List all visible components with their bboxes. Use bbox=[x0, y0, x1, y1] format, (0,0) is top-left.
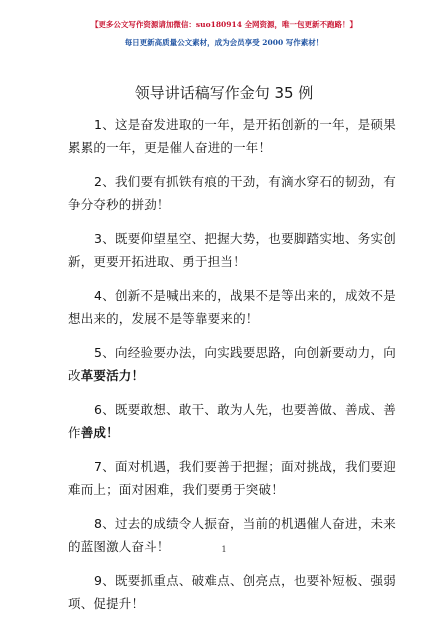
promo-banner-line-2: 每日更新高质量公文素材，成为会员享受 2000 写作素材！ bbox=[124, 38, 324, 47]
quote-item bbox=[68, 455, 396, 501]
quote-item bbox=[68, 170, 396, 216]
quote-item bbox=[68, 341, 396, 387]
quote-bold-tail: 革要活力！ bbox=[80, 368, 145, 383]
quote-text: 5、向经验要办法，向实践要思路，向创新要动力，向改 bbox=[68, 345, 396, 383]
quote-bold-tail: 善成！ bbox=[80, 425, 119, 440]
quote-item bbox=[68, 227, 396, 273]
promo-banner-line-1: 【更多公文写作资源请加微信：suo180914 全网资源，唯一包更新不跑路！】 bbox=[90, 20, 358, 29]
quote-item bbox=[68, 284, 396, 330]
quote-text: 6、既要敢想、敢干、敢为人先，也要善做、善成、善作 bbox=[68, 402, 396, 440]
quote-text: 2、我们要有抓铁有痕的干劲，有滴水穿石的韧劲，有争分夺秒的拼劲！ bbox=[68, 174, 396, 212]
quote-item bbox=[68, 113, 396, 159]
page-number: 1 bbox=[221, 545, 227, 554]
document-title: 领导讲话稿写作金句 35 例 bbox=[134, 84, 314, 102]
quote-item bbox=[68, 398, 396, 444]
quote-text: 7、面对机遇，我们要善于把握；面对挑战，我们要迎难而上；面对困难，我们要勇于突破！ bbox=[68, 459, 396, 497]
quote-text: 1、这是奋发进取的一年，是开拓创新的一年，是硕果累累的一年，更是催人奋进的一年！ bbox=[68, 117, 396, 155]
quote-text: 9、既要抓重点、破难点、创亮点，也要补短板、强弱项、促提升！ bbox=[68, 573, 396, 611]
quote-text: 3、既要仰望星空、把握大势，也要脚踏实地、务实创新，更要开拓进取、勇于担当！ bbox=[68, 231, 396, 269]
quote-text: 8、过去的成绩令人振奋，当前的机遇催人奋进，未来的蓝图激人奋斗！ bbox=[68, 516, 396, 554]
quote-text: 4、创新不是喊出来的，战果不是等出来的，成效不是想出来的，发展不是等靠要来的！ bbox=[68, 288, 396, 326]
quote-item bbox=[68, 569, 396, 615]
